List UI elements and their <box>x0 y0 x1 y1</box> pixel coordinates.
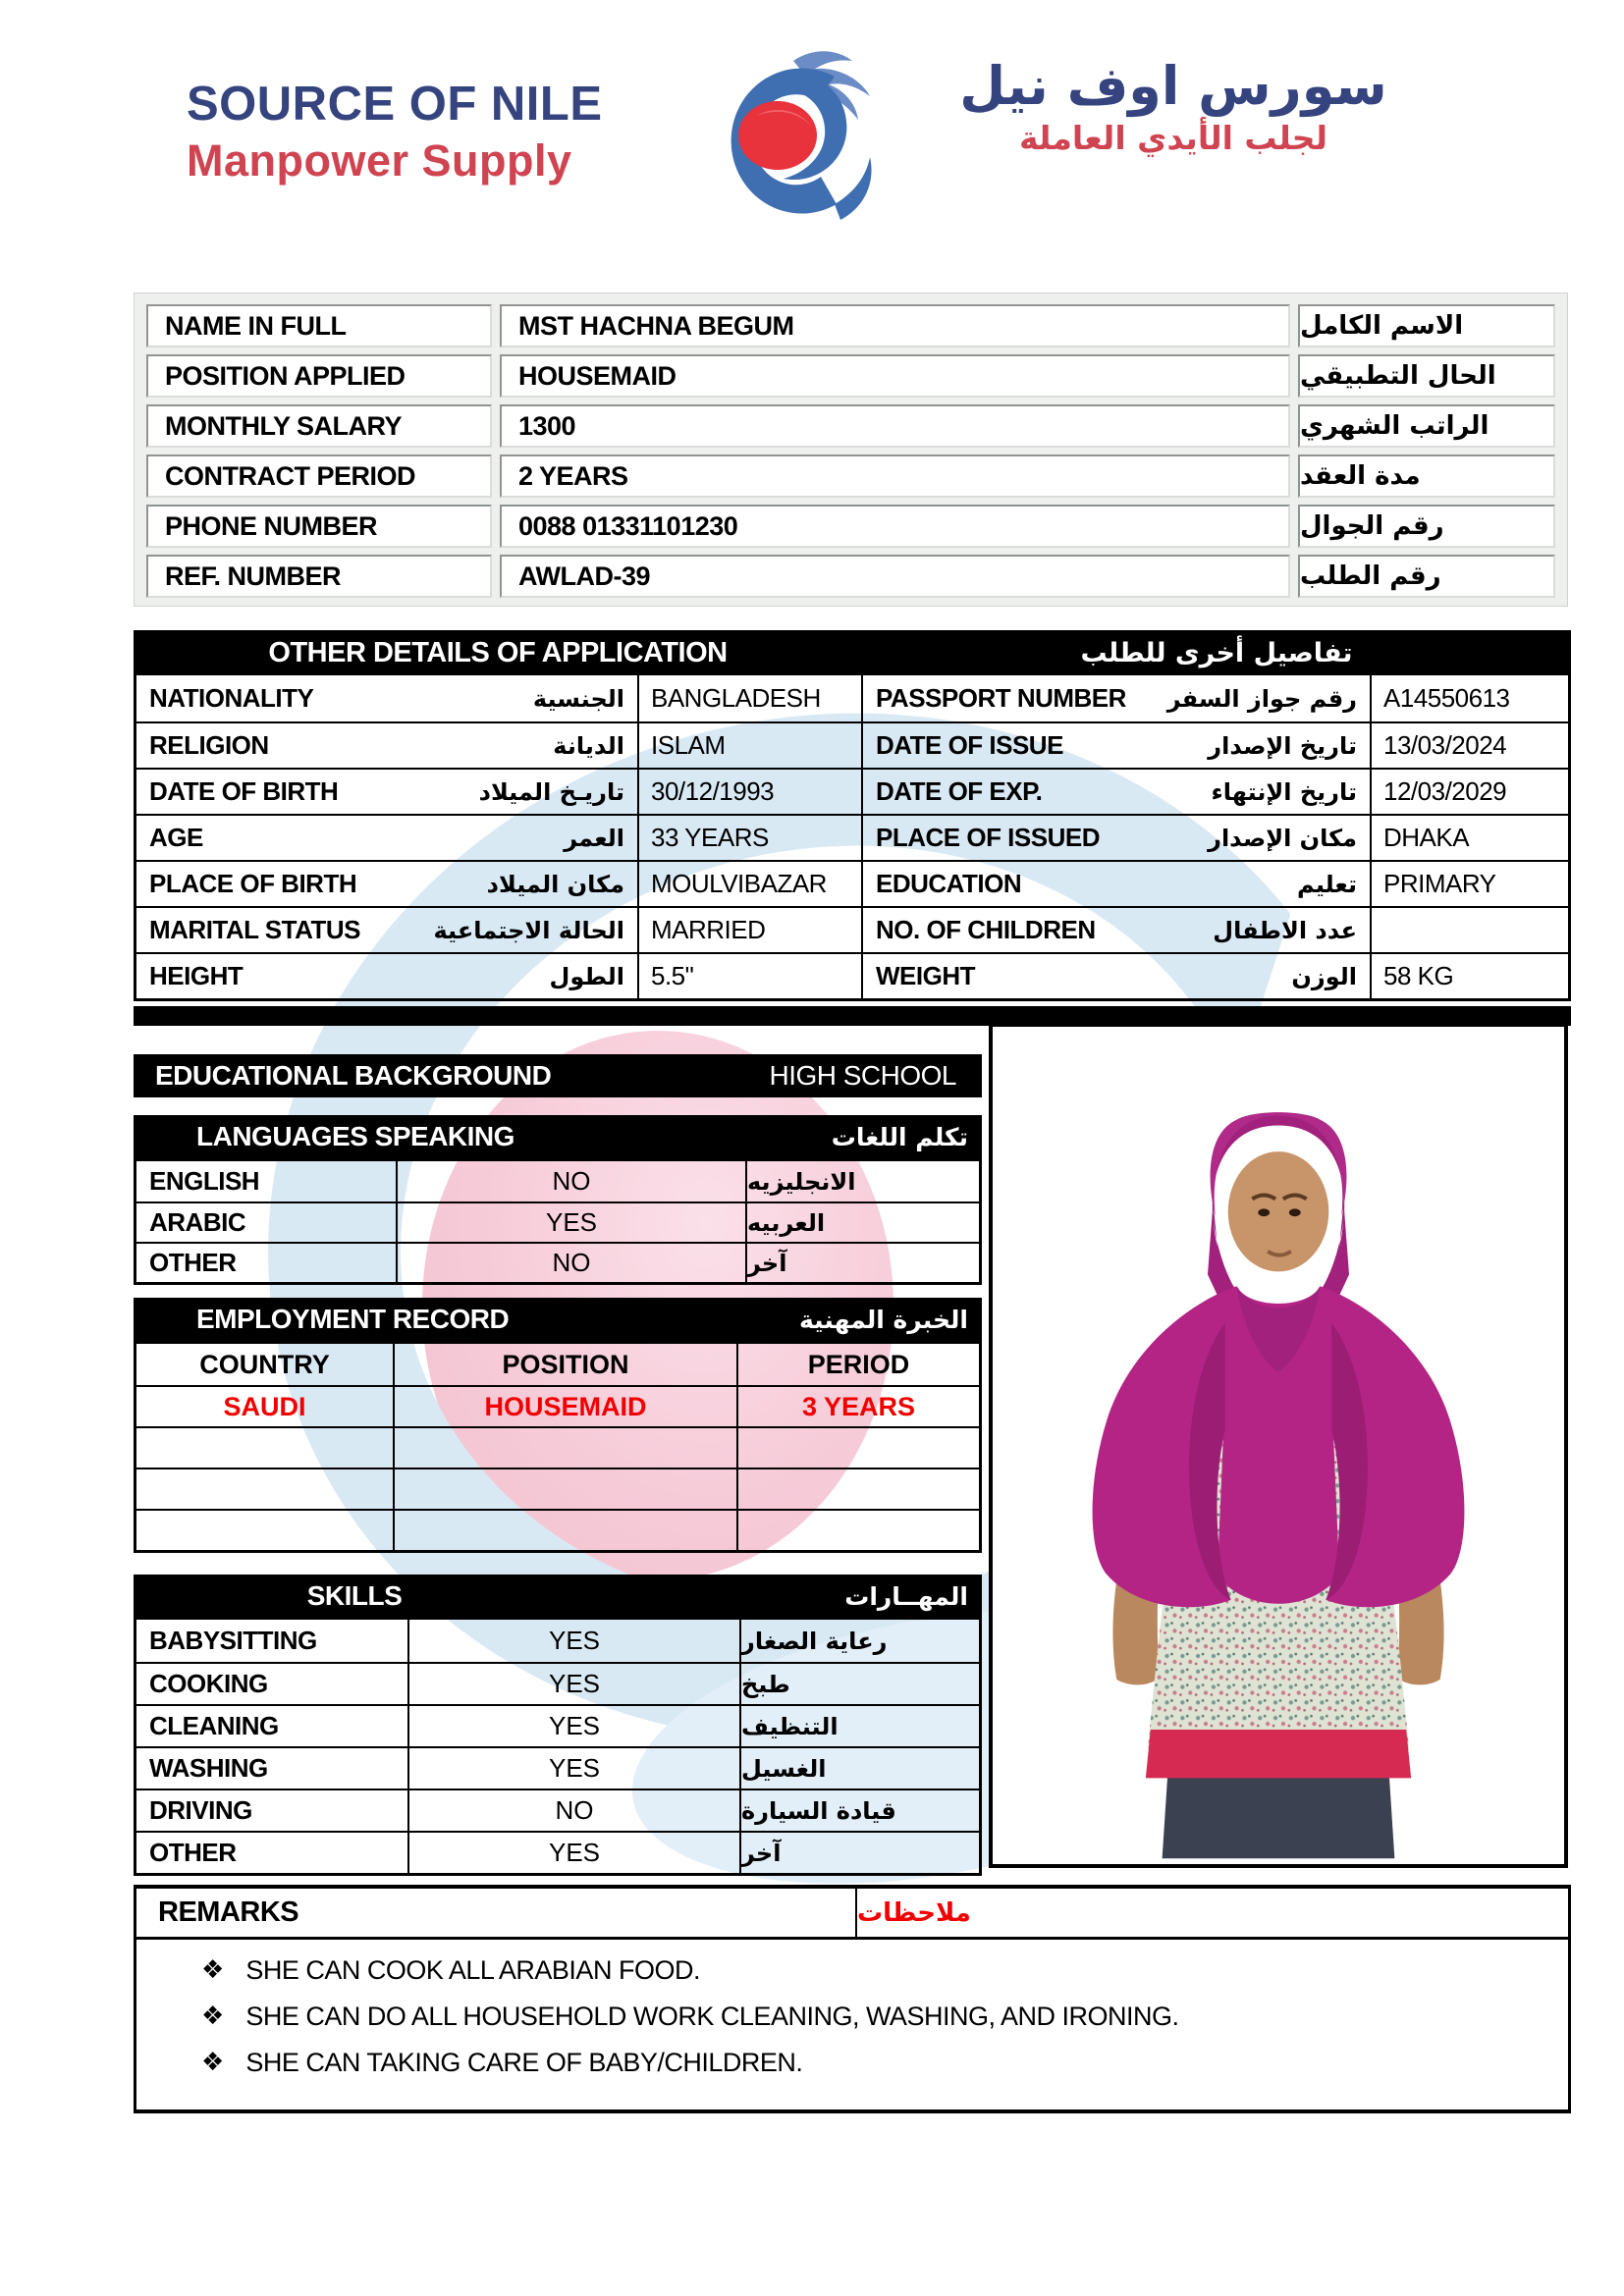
table-row <box>136 1662 979 1704</box>
employment-position: HOUSEMAID <box>395 1387 738 1426</box>
field-label: NO. OF CHILDREN <box>876 915 1096 944</box>
table-row <box>136 814 1568 860</box>
remark-text: SHE CAN COOK ALL ARABIAN FOOD. <box>245 1955 700 1985</box>
table-row <box>136 675 1568 721</box>
field-value: BANGLADESH <box>639 675 863 721</box>
table-row <box>146 505 1555 548</box>
section-title: OTHER DETAILS OF APPLICATION <box>268 636 728 668</box>
remarks-section <box>134 1885 1571 2113</box>
field-value: 1300 <box>500 404 1290 448</box>
skill-value: NO <box>409 1790 741 1831</box>
skill-label: OTHER <box>136 1833 409 1873</box>
table-row <box>136 1704 979 1746</box>
field-value: 12/03/2029 <box>1383 776 1507 806</box>
table-row <box>136 1831 979 1873</box>
field-label-arabic: الجنسية <box>532 684 624 713</box>
field-value: 58 KG <box>1383 961 1454 990</box>
table-row <box>136 1426 979 1468</box>
remark-item <box>201 2048 1568 2077</box>
field-label-arabic: الاسم الكامل <box>1298 304 1555 347</box>
employment-period <box>738 1511 979 1550</box>
field-value: 0088 01331101230 <box>500 505 1290 548</box>
table-row <box>136 1789 979 1831</box>
field-label: REF. NUMBER <box>146 555 492 598</box>
field-label-arabic: عدد الاطفال <box>1213 916 1357 944</box>
table-row <box>146 354 1555 398</box>
section-title: REMARKS <box>136 1889 857 1937</box>
field-label: DATE OF ISSUE <box>876 730 1063 760</box>
field-label-arabic: مكان الميلاد <box>486 870 624 898</box>
employment-period <box>738 1428 979 1468</box>
section-title-arabic: تكلم اللغات <box>831 1122 968 1151</box>
employment-country: SAUDI <box>136 1387 395 1426</box>
field-label: NAME IN FULL <box>146 304 492 347</box>
skill-label-arabic: آخر <box>741 1839 782 1867</box>
field-label-arabic: رقم الطلب <box>1298 555 1555 598</box>
field-value: 2 YEARS <box>500 454 1290 498</box>
field-label: PHONE NUMBER <box>146 505 492 548</box>
skill-label: DRIVING <box>136 1790 409 1831</box>
field-label: RELIGION <box>149 730 269 760</box>
field-label-arabic: تاريـخ الميلاد <box>478 777 624 806</box>
remark-item <box>201 2002 1568 2031</box>
table-row <box>136 1201 979 1242</box>
language-label: ENGLISH <box>136 1161 398 1201</box>
field-label-arabic: رقم جواز السفر <box>1166 684 1357 713</box>
field-label: EDUCATION <box>876 869 1022 898</box>
field-label: AGE <box>149 823 203 852</box>
remark-item <box>201 1955 1568 1985</box>
language-label-arabic: العربيه <box>747 1208 826 1237</box>
field-value: A14550613 <box>1383 683 1510 713</box>
remark-text: SHE CAN TAKING CARE OF BABY/CHILDREN. <box>245 2048 803 2077</box>
section-title: LANGUAGES SPEAKING <box>196 1121 514 1151</box>
skill-value: YES <box>409 1833 741 1873</box>
skill-label: BABYSITTING <box>136 1620 409 1662</box>
language-label: ARABIC <box>136 1203 398 1242</box>
field-label: DATE OF BIRTH <box>149 776 339 806</box>
skill-label: CLEANING <box>136 1706 409 1746</box>
column-header: COUNTRY <box>136 1344 395 1385</box>
skill-label-arabic: الغسيل <box>741 1754 827 1783</box>
skills-header-bar <box>134 1575 982 1618</box>
field-label: MONTHLY SALARY <box>146 404 492 448</box>
language-label: OTHER <box>136 1244 398 1282</box>
section-title-arabic: الخبرة المهنية <box>799 1305 968 1334</box>
field-label: POSITION APPLIED <box>146 354 492 398</box>
table-row <box>136 768 1568 814</box>
remarks-list <box>136 1940 1568 2077</box>
employment-period <box>738 1469 979 1509</box>
brand-english <box>187 77 603 187</box>
language-value: YES <box>398 1203 747 1242</box>
skill-label-arabic: قيادة السيارة <box>741 1796 896 1825</box>
other-details-header <box>134 630 1571 675</box>
skill-value: YES <box>409 1664 741 1704</box>
table-row <box>136 721 1568 768</box>
table-row <box>146 404 1555 448</box>
field-label-arabic: الحال التطبيقي <box>1298 354 1555 398</box>
languages-table <box>134 1158 982 1285</box>
table-row <box>136 1468 979 1509</box>
table-header-row <box>136 1344 979 1385</box>
table-row <box>146 555 1555 598</box>
table-row <box>136 952 1568 998</box>
field-value: DHAKA <box>1383 823 1470 852</box>
language-label-arabic: آخر <box>747 1249 787 1277</box>
table-row <box>136 1746 979 1789</box>
skill-value: YES <box>409 1706 741 1746</box>
field-value: 33 YEARS <box>639 816 863 860</box>
applicant-summary-table <box>134 293 1568 607</box>
field-label: WEIGHT <box>876 961 975 990</box>
field-label: PLACE OF ISSUED <box>876 823 1100 852</box>
table-row <box>136 1620 979 1662</box>
section-title: EMPLOYMENT RECORD <box>196 1304 510 1334</box>
table-row <box>136 1385 979 1426</box>
column-header: POSITION <box>395 1344 738 1385</box>
remark-text: SHE CAN DO ALL HOUSEHOLD WORK CLEANING, WASHING, AND IRONING. <box>245 2002 1179 2031</box>
skill-label: COOKING <box>136 1664 409 1704</box>
language-label-arabic: الانجليزيه <box>747 1167 856 1196</box>
column-header: PERIOD <box>807 1349 910 1379</box>
field-value: HOUSEMAID <box>500 354 1290 398</box>
field-label-arabic: تاريخ الإنتهاء <box>1211 777 1357 806</box>
field-label: MARITAL STATUS <box>149 915 360 944</box>
employment-position <box>395 1428 738 1468</box>
field-label-arabic: رقم الجوال <box>1298 505 1555 548</box>
field-label: NATIONALITY <box>149 683 314 713</box>
section-title-arabic: المهــارات <box>844 1581 968 1611</box>
field-value: 13/03/2024 <box>1383 730 1507 760</box>
employment-position <box>395 1511 738 1550</box>
field-label-arabic: الراتب الشهري <box>1298 404 1555 448</box>
other-details-table <box>134 630 1571 1026</box>
section-title-arabic: تفاصيل أخرى للطلب <box>1080 637 1353 668</box>
company-logo-icon <box>687 39 903 240</box>
brand-name-arabic: سورس اوف نيل <box>959 55 1387 117</box>
field-label-arabic: مدة العقد <box>1298 454 1555 498</box>
table-row <box>136 906 1568 952</box>
brand-tagline-english: Manpower Supply <box>187 135 572 186</box>
field-value: MARRIED <box>639 908 863 952</box>
diamond-bullet-icon: ❖ <box>201 1955 225 1985</box>
diamond-bullet-icon: ❖ <box>201 2002 225 2031</box>
field-label: CONTRACT PERIOD <box>146 454 492 498</box>
language-value: NO <box>398 1161 747 1201</box>
field-label-arabic: تعليم <box>1297 870 1357 898</box>
field-value: AWLAD-39 <box>500 555 1290 598</box>
skills-table <box>134 1617 982 1876</box>
field-value: MOULVIBAZAR <box>639 862 863 906</box>
section-title-arabic: ملاحظات <box>857 1897 971 1928</box>
skill-label-arabic: التنظيف <box>741 1712 839 1740</box>
employment-country <box>136 1511 395 1550</box>
skill-value: YES <box>409 1620 741 1662</box>
field-label-arabic: مكان الإصدار <box>1208 824 1357 852</box>
applicant-photo-illustration <box>993 1027 1564 1864</box>
field-label-arabic: الحالة الاجتماعية <box>433 916 624 944</box>
field-value: 30/12/1993 <box>639 770 863 814</box>
employment-header-bar <box>134 1298 982 1341</box>
brand-name-english: SOURCE OF NILE <box>187 78 603 131</box>
employment-position <box>395 1469 738 1509</box>
brand-tagline-arabic: لجلب الأيدي العاملة <box>1019 119 1327 157</box>
field-label: HEIGHT <box>149 961 244 990</box>
field-value <box>1372 908 1568 952</box>
education-level-value: HIGH SCHOOL <box>769 1060 956 1091</box>
employment-country <box>136 1428 395 1468</box>
field-label-arabic: تاريخ الإصدار <box>1208 731 1357 760</box>
employment-table <box>134 1341 982 1553</box>
language-value: NO <box>398 1244 747 1282</box>
remarks-header <box>136 1889 1568 1940</box>
skill-label-arabic: رعاية الصغار <box>741 1627 888 1655</box>
brand-arabic <box>943 55 1404 157</box>
skill-value: YES <box>409 1748 741 1789</box>
diamond-bullet-icon: ❖ <box>201 2048 225 2077</box>
table-row <box>136 1161 979 1201</box>
skill-label-arabic: طبخ <box>741 1670 790 1698</box>
educational-background-bar <box>134 1054 982 1097</box>
section-title: EDUCATIONAL BACKGROUND <box>155 1060 552 1091</box>
field-value: ISLAM <box>639 723 863 768</box>
field-label-arabic: العمر <box>564 824 624 852</box>
applicant-photo <box>989 1023 1568 1868</box>
field-value: MST HACHNA BEGUM <box>500 304 1290 347</box>
table-row <box>146 454 1555 498</box>
field-label-arabic: الوزن <box>1291 962 1357 990</box>
field-label-arabic: الديانة <box>553 731 624 760</box>
field-label: DATE OF EXP. <box>876 776 1043 806</box>
field-value: 5.5" <box>639 954 863 998</box>
section-title: SKILLS <box>306 1580 403 1611</box>
employment-period: 3 YEARS <box>801 1391 916 1421</box>
table-row <box>136 1242 979 1282</box>
field-label: PASSPORT NUMBER <box>876 683 1126 713</box>
table-row <box>136 1509 979 1550</box>
employment-country <box>136 1469 395 1509</box>
table-row <box>146 304 1555 347</box>
skill-label: WASHING <box>136 1748 409 1789</box>
field-value: PRIMARY <box>1383 869 1496 898</box>
field-label: PLACE OF BIRTH <box>149 869 357 898</box>
table-row <box>136 860 1568 906</box>
field-label-arabic: الطول <box>549 962 624 990</box>
languages-header-bar <box>134 1115 982 1158</box>
